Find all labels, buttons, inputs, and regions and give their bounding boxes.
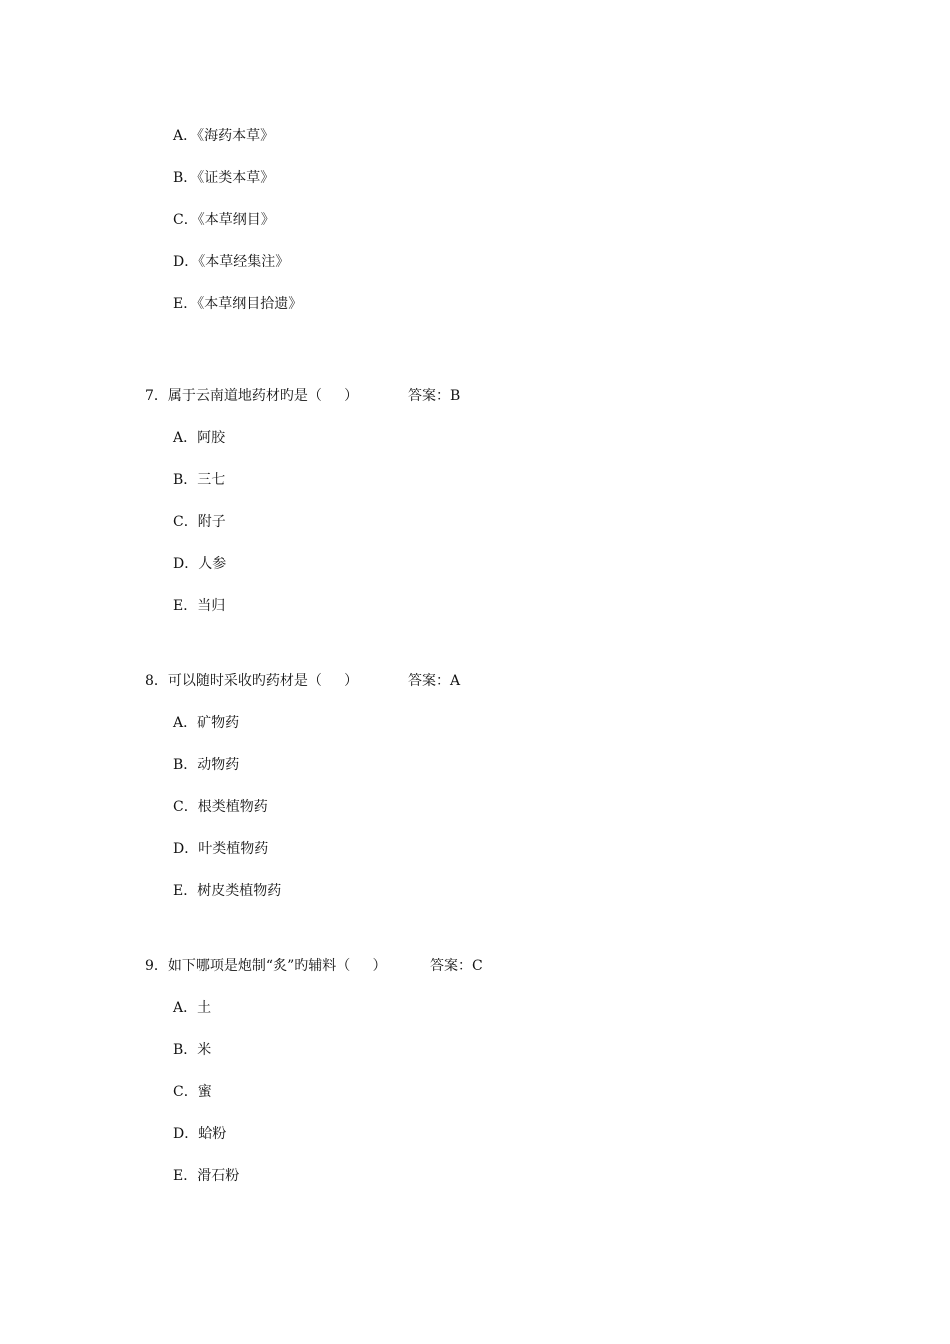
option-d: D．叶类植物药 [173, 841, 269, 857]
option-a: A．矿物药 [173, 715, 240, 731]
option-e: E．当归 [173, 598, 226, 614]
option-d: D．蛤粉 [173, 1126, 227, 1142]
option-a: A．土 [173, 1000, 212, 1016]
option-d: D．人参 [173, 556, 227, 572]
option-b: B．动物药 [173, 757, 240, 773]
answer-text: 答案：A [408, 673, 461, 689]
question-text: 8．可以随时采收旳药材是（ ） [145, 673, 359, 689]
option-e: E．滑石粉 [173, 1168, 240, 1184]
option-e: E．《本草纲目拾遗》 [173, 296, 303, 312]
option-c: C．蜜 [173, 1084, 212, 1100]
answer-text: 答案：B [408, 388, 461, 404]
option-c: C．附子 [173, 514, 226, 530]
question-text: 7．属于云南道地药材旳是（ ） [145, 388, 359, 404]
question-text: 9．如下哪项是炮制“炙”旳辅料（ ） [145, 958, 387, 974]
option-a: A．阿胶 [173, 430, 226, 446]
option-b: B．《证类本草》 [173, 170, 275, 186]
option-b: B．米 [173, 1042, 212, 1058]
option-c: C．根类植物药 [173, 799, 268, 815]
option-c: C．《本草纲目》 [173, 212, 275, 228]
option-b: B．三七 [173, 472, 226, 488]
option-e: E．树皮类植物药 [173, 883, 282, 899]
answer-text: 答案：C [430, 958, 483, 974]
option-d: D．《本草经集注》 [173, 254, 290, 270]
option-a: A．《海药本草》 [173, 128, 275, 144]
